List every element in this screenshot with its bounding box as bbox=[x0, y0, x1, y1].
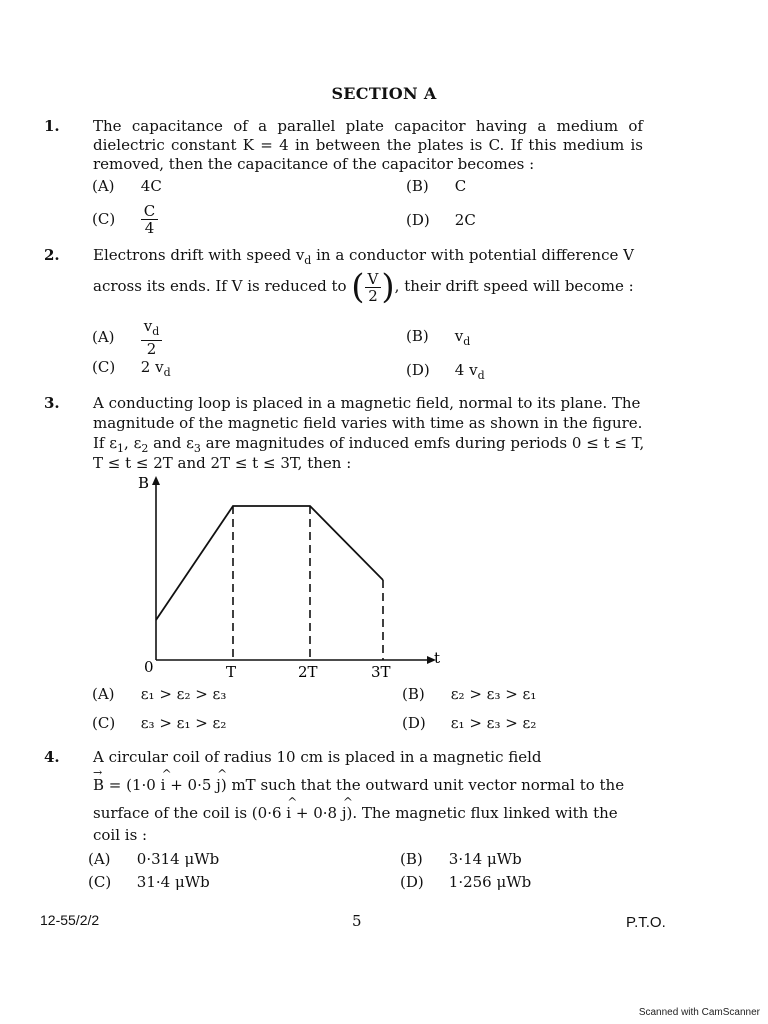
option-value: ε₁ > ε₂ > ε₃ bbox=[140, 685, 227, 703]
option-value: 4 v bbox=[454, 361, 478, 379]
text-fragment: + 0·8 bbox=[291, 804, 342, 822]
subscript: d bbox=[304, 254, 312, 267]
text-fragment: v bbox=[143, 317, 153, 335]
option-value: ε₃ > ε₁ > ε₂ bbox=[140, 714, 227, 732]
question-number: 1. bbox=[44, 117, 60, 135]
question-text-line-2: magnitude of the magnetic field varies with time as shown in the figure. bbox=[93, 414, 643, 432]
option-b[interactable] bbox=[406, 327, 470, 348]
option-value: v bbox=[454, 327, 464, 345]
subscript: 1 bbox=[117, 442, 125, 455]
option-d[interactable] bbox=[400, 873, 531, 891]
text-fragment: in a conductor with potential difference V bbox=[311, 246, 634, 264]
fraction bbox=[141, 318, 163, 357]
subscript: d bbox=[477, 369, 485, 382]
question-text-line-2 bbox=[93, 776, 643, 795]
subscript: 3 bbox=[193, 442, 201, 455]
question-text-line-2 bbox=[93, 267, 643, 307]
subscript: d bbox=[463, 335, 471, 348]
option-b[interactable] bbox=[402, 685, 536, 703]
option-value: ε₂ > ε₃ > ε₁ bbox=[450, 685, 537, 703]
option-label: (A) bbox=[92, 685, 115, 703]
option-label: (A) bbox=[92, 327, 115, 346]
option-label: (C) bbox=[92, 358, 116, 376]
question-text-line-1: A conducting loop is placed in a magnetic field, normal to its plane. The bbox=[93, 394, 641, 412]
text-fragment: + 0·5 bbox=[165, 776, 217, 794]
option-label: (A) bbox=[92, 177, 115, 195]
option-label: (D) bbox=[402, 714, 426, 732]
question-4 bbox=[44, 748, 644, 848]
fraction-denominator: 2 bbox=[146, 340, 157, 358]
tick-label-t: T bbox=[226, 663, 237, 680]
unit-vector-i: ^ i bbox=[161, 776, 166, 795]
question-text-line-1: A circular coil of radius 10 cm is placed in a magnetic field bbox=[93, 748, 542, 766]
fraction bbox=[365, 271, 382, 304]
fraction-numerator: C bbox=[141, 203, 158, 220]
parenthesized-fraction bbox=[351, 267, 395, 307]
subscript: d bbox=[152, 325, 160, 338]
fraction-numerator bbox=[141, 318, 163, 341]
option-c[interactable] bbox=[92, 203, 158, 236]
question-3 bbox=[44, 394, 644, 474]
option-a[interactable] bbox=[92, 685, 226, 703]
text-fragment: , their drift speed will become : bbox=[394, 277, 634, 295]
scanner-watermark: Scanned with CamScanner bbox=[638, 1007, 760, 1018]
paper-code: 12-55/2/2 bbox=[40, 912, 100, 928]
text-fragment: are magnitudes of induced emfs during periods 0 ≤ t ≤ T, bbox=[200, 434, 645, 452]
option-label: (D) bbox=[406, 211, 430, 229]
question-text-line-4: T ≤ t ≤ 2T and 2T ≤ t ≤ 3T, then : bbox=[93, 454, 352, 472]
b-curve bbox=[156, 506, 383, 620]
option-d[interactable] bbox=[406, 211, 476, 229]
option-value: ε₁ > ε₃ > ε₂ bbox=[450, 714, 537, 732]
x-axis-label: t bbox=[434, 649, 441, 667]
question-text-line-1 bbox=[93, 246, 643, 270]
subscript: d bbox=[163, 366, 171, 379]
option-a[interactable] bbox=[88, 850, 219, 868]
option-a[interactable] bbox=[92, 318, 162, 357]
unit-vector-i: ^ i bbox=[286, 804, 291, 823]
b-vs-t-graph bbox=[130, 470, 450, 680]
option-label: (D) bbox=[400, 873, 424, 891]
fraction-denominator: 4 bbox=[144, 219, 155, 237]
option-label: (A) bbox=[88, 850, 111, 868]
text-fragment: across its ends. If V is reduced to bbox=[93, 277, 352, 295]
subscript: 2 bbox=[141, 442, 149, 455]
page-number: 5 bbox=[352, 912, 362, 930]
y-axis-arrow-icon bbox=[152, 476, 160, 485]
fraction-numerator: V bbox=[365, 271, 382, 288]
y-axis-label: B bbox=[138, 474, 150, 492]
origin-label: 0 bbox=[144, 658, 154, 676]
option-value: 3·14 μWb bbox=[448, 850, 522, 868]
text-fragment: ) mT such that the outward unit vector normal to the bbox=[220, 776, 625, 794]
option-label: (B) bbox=[406, 327, 429, 345]
option-b[interactable] bbox=[400, 850, 522, 868]
text-fragment: and ε bbox=[148, 434, 194, 452]
option-c[interactable] bbox=[92, 714, 226, 732]
option-a[interactable] bbox=[92, 177, 162, 195]
option-c[interactable] bbox=[88, 873, 210, 891]
option-label: (D) bbox=[406, 361, 430, 379]
option-value: 31·4 μWb bbox=[136, 873, 210, 891]
question-text: The capacitance of a parallel plate capacitor having a medium of dielectric constant K = 4 in between the plates is C. If this medium is removed, then the capacitance of the capacitor becomes : bbox=[93, 117, 643, 173]
text-fragment: If ε bbox=[93, 434, 118, 452]
left-paren: ( bbox=[351, 267, 365, 307]
text-fragment: = (1·0 bbox=[104, 776, 161, 794]
unit-vector-j: ^ j bbox=[216, 776, 221, 795]
option-value: 0·314 μWb bbox=[136, 850, 220, 868]
option-c[interactable] bbox=[92, 358, 171, 379]
question-number: 2. bbox=[44, 246, 60, 264]
please-turn-over: P.T.O. bbox=[626, 914, 666, 931]
option-value: 2 v bbox=[140, 358, 164, 376]
vector-b: → B bbox=[93, 776, 104, 795]
question-number: 3. bbox=[44, 394, 60, 412]
section-title: SECTION A bbox=[331, 84, 437, 103]
option-label: (B) bbox=[400, 850, 423, 868]
option-d[interactable] bbox=[406, 361, 485, 382]
option-value: 1·256 μWb bbox=[448, 873, 532, 891]
tick-label-2t: 2T bbox=[298, 663, 318, 680]
question-text-line-4: coil is : bbox=[93, 826, 148, 844]
question-2 bbox=[44, 246, 644, 306]
question-text-line-3 bbox=[93, 804, 643, 823]
text-fragment: , ε bbox=[124, 434, 142, 452]
option-value: 4C bbox=[140, 177, 162, 195]
right-paren: ) bbox=[381, 267, 395, 307]
text-fragment: surface of the coil is (0·6 bbox=[93, 804, 287, 822]
text-fragment: Electrons drift with speed v bbox=[93, 246, 305, 264]
option-label: (B) bbox=[406, 177, 429, 195]
option-label: (C) bbox=[88, 873, 112, 891]
question-number: 4. bbox=[44, 748, 60, 766]
option-value: 2C bbox=[454, 211, 476, 229]
tick-label-3t: 3T bbox=[371, 663, 391, 680]
text-fragment: ). The magnetic flux linked with the bbox=[346, 804, 618, 822]
option-value: C bbox=[454, 177, 467, 195]
option-b[interactable] bbox=[406, 177, 466, 195]
fraction-denominator: 2 bbox=[368, 286, 378, 305]
option-label: (B) bbox=[402, 685, 425, 703]
fraction bbox=[141, 203, 158, 236]
unit-vector-j: ^ j bbox=[342, 804, 347, 823]
option-label: (C) bbox=[92, 209, 116, 228]
option-label: (C) bbox=[92, 714, 116, 732]
option-d[interactable] bbox=[402, 714, 536, 732]
